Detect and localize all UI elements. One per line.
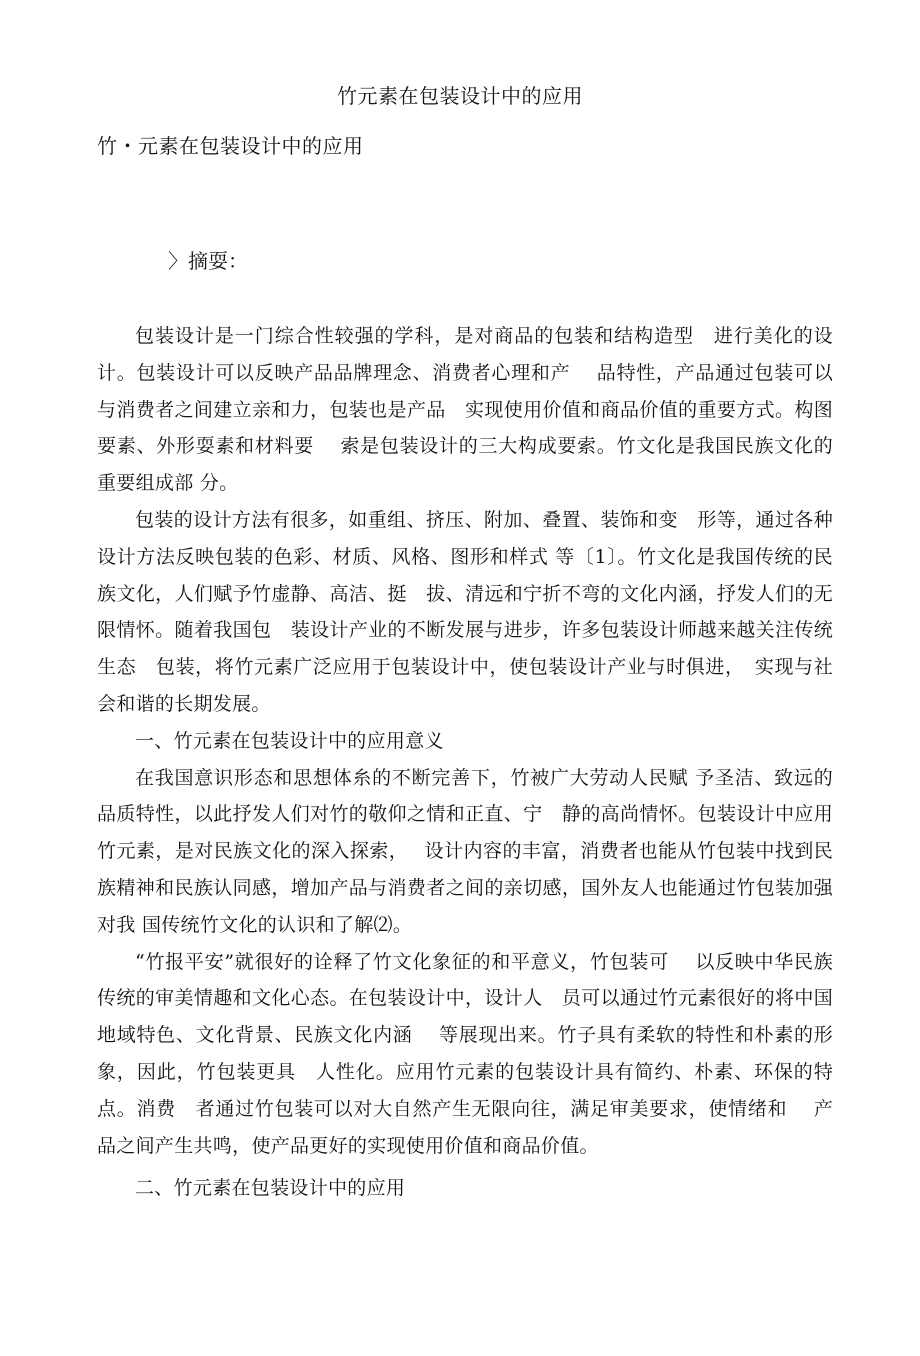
section-heading-2: 二、竹元素在包装设计中的应用 [135, 1177, 406, 1200]
section-1-paragraph-2: “竹报平安”就很好的诠释了竹文化象征的和平意义，竹包装可 以反映中华民族传统的审美情趣和文化心态。在包装设计中，设计人 员可以通过竹元素很好的将中国地域特色、文化背景、民族文化内涵 等展现出来。竹子具有柔软的特性和朴素的形象，因此，竹包装更具 人性化。应用竹元素的包装设计具有简约、朴素、环保的特点。消费 者通过竹包装可以对大自然产生无限向往，满足审美要求，使情绪和 产品之间产生共鸣，使产品更好的实现使用价值和商品价值。 [97, 950, 833, 1157]
section-1-paragraph-1: 在我国意识形态和思想体糸的不断完善下，竹被广大劳动人民赋 予圣洁、致远的品质特性，以此抒发人们对竹的敬仰之情和正直、宁 静的高尚情怀。包装设计中应用竹元素，是对民族文化的深入探索， 设计内容的丰富，消费者也能从竹包装中找到民族精神和民族认同感，增加产品与消费者之间的亲切感，国外友人也能通过竹包装加强对我 国传统竹文化的认识和了解⑵。 [97, 766, 833, 936]
abstract-label: 〉摘耍： [168, 249, 248, 273]
abstract-paragraph-1: 包装设计是一门综合性较强的学科，是对商品的包装和结构造型 进行美化的设计。包装设计可以反映产品品牌理念、消费者心理和产 品特性，产品通过包装可以与消费者之间建立亲和力，包装也是产品 实现使用价值和商品价值的重要方式。构图要素、外形耍素和材料要 索是包装设计的三大构成要索。竹文化是我国民族文化的重要组成部 分。 [97, 325, 833, 495]
document-subtitle: 竹・元素在包装设计中的应用 [97, 134, 364, 158]
document-title: 竹元素在包装设计中的应用 [337, 84, 583, 108]
document-body [97, 318, 833, 1207]
section-heading-1: 一、竹元素在包装设计中的应用意义 [135, 729, 444, 752]
abstract-paragraph-2: 包装的设计方法有很多，如重组、挤压、附加、叠置、装饰和变 形等，通过各种设计方法反映包装的色彩、材质、风格、图形和样式 等〔1〕。竹文化是我国传统的民族文化，人们赋予竹虚静、高洁、挺 拔、清远和宁折不弯的文化内涵，抒发人们的无限情怀。随着我国包 装设计产业的不断发展与进步，许多包装设计师越来越关注传统生态 包装，将竹元素广泛应用于包装设计中，使包装设计产业与时俱进， 实现与社会和谐的长期发展。 [97, 508, 833, 715]
